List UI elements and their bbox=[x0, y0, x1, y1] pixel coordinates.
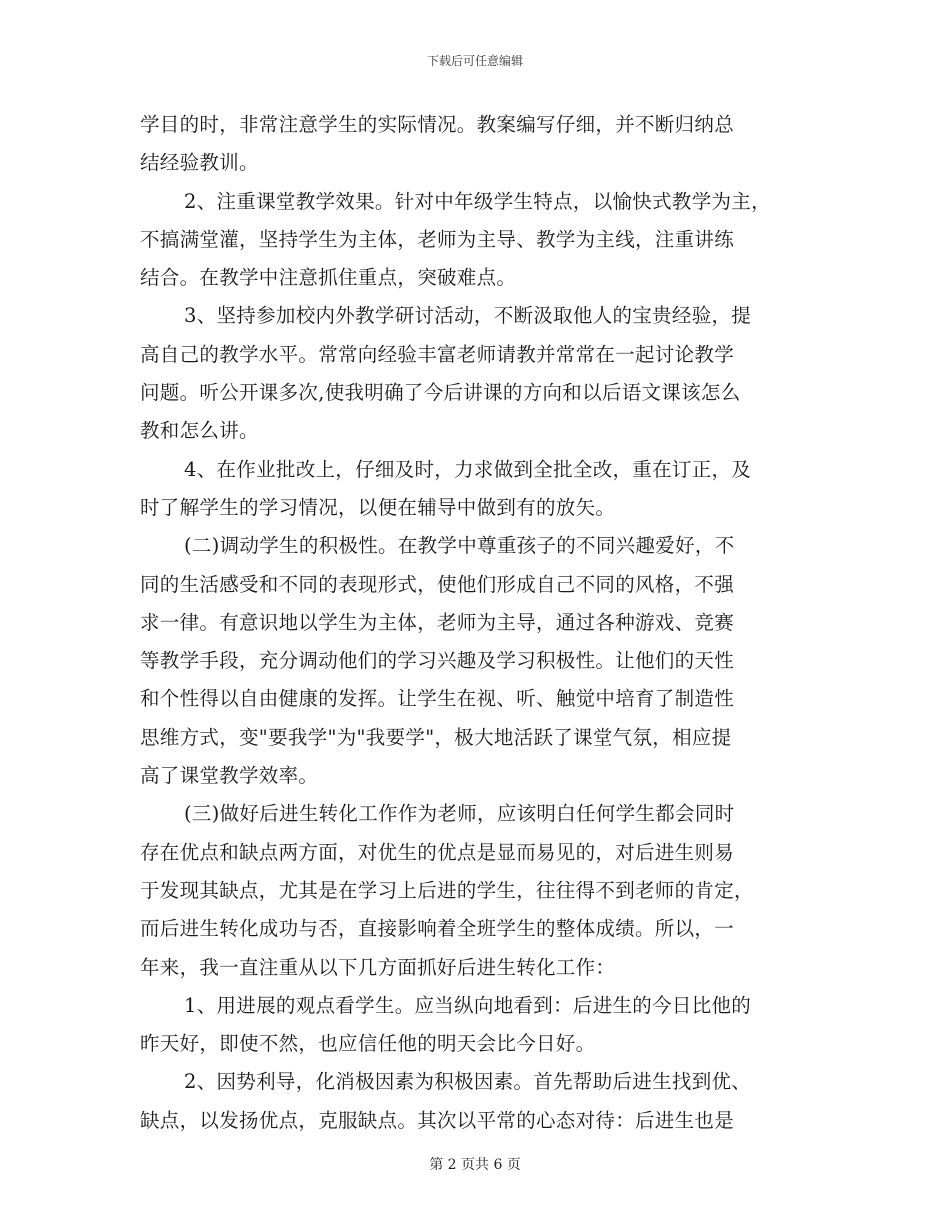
text-line: 求一律。有意识地以学生为主体，老师为主导，通过各种游戏、竞赛 bbox=[140, 610, 735, 634]
text-line: 同的生活感受和不同的表现形式，使他们形成自己不同的风格，不强 bbox=[140, 572, 735, 596]
text-line: 时了解学生的学习情况，以便在辅导中做到有的放矢。 bbox=[140, 495, 616, 519]
text-line: 结合。在教学中注意抓住重点，突破难点。 bbox=[140, 266, 517, 290]
paragraph-first-line: 1、用进展的观点看学生。应当纵向地看到：后进生的今日比他的 bbox=[184, 993, 752, 1017]
paragraph-first-line: 2、因势利导，化消极因素为积极因素。首先帮助后进生找到优、 bbox=[184, 1070, 752, 1094]
page-footer: 第 2 页共 6 页 bbox=[429, 1157, 521, 1173]
text-line: 教和怎么讲。 bbox=[140, 419, 259, 443]
text-line: 而后进生转化成功与否，直接影响着全班学生的整体成绩。所以，一 bbox=[140, 917, 735, 941]
text-line: 学目的时，非常注意学生的实际情况。教案编写仔细，并不断归纳总 bbox=[140, 113, 735, 136]
text-line: 年来，我一直注重从以下几方面抓好后进生转化工作： bbox=[140, 955, 616, 979]
paragraph-first-line: 3、坚持参加校内外教学研讨活动，不断汲取他人的宝贵经验，提 bbox=[184, 304, 752, 328]
paragraph-first-line: 4、在作业批改上，仔细及时，力求做到全批全改，重在订正，及 bbox=[184, 457, 752, 481]
text-line: 存在优点和缺点两方面，对优生的优点是显而易见的，对后进生则易 bbox=[140, 840, 735, 864]
text-line: 缺点，以发扬优点，克服缺点。其次以平常的心态对待：后进生也是 bbox=[140, 1108, 735, 1132]
text-line: 高自己的教学水平。常常向经验丰富老师请教并常常在一起讨论教学 bbox=[140, 342, 735, 366]
document-body bbox=[140, 106, 810, 1140]
text-line: 高了课堂教学效率。 bbox=[140, 764, 319, 788]
text-line: 等教学手段，充分调动他们的学习兴趣及学习积极性。让他们的天性 bbox=[140, 649, 735, 673]
text-line: 思维方式，变"要我学"为"我要学"，极大地活跃了课堂气氛，相应提 bbox=[140, 725, 732, 749]
paragraph-first-line: 2、注重课堂教学效果。针对中年级学生特点，以愉快式教学为主， bbox=[184, 189, 771, 213]
page-header: 下载后可任意编辑 bbox=[426, 54, 523, 68]
text-line: 和个性得以自由健康的发挥。让学生在视、听、触觉中培育了制造性 bbox=[140, 687, 735, 711]
paragraph-first-line: (二)调动学生的积极性。在教学中尊重孩子的不同兴趣爱好，不 bbox=[184, 534, 735, 558]
text-line: 结经验教训。 bbox=[140, 151, 259, 175]
text-line: 于发现其缺点，尤其是在学习上后进的学生，往往得不到老师的肯定， bbox=[140, 878, 754, 902]
text-line: 不搞满堂灌，坚持学生为主体，老师为主导、教学为主线，注重讲练 bbox=[140, 227, 735, 251]
text-line: 问题。听公开课多次,使我明确了今后讲课的方向和以后语文课该怎么 bbox=[140, 381, 741, 405]
paragraph-first-line: (三)做好后进生转化工作作为老师，应该明白任何学生都会同时 bbox=[184, 802, 735, 826]
text-line: 昨天好，即使不然，也应信任他的明天会比今日好。 bbox=[140, 1032, 596, 1056]
